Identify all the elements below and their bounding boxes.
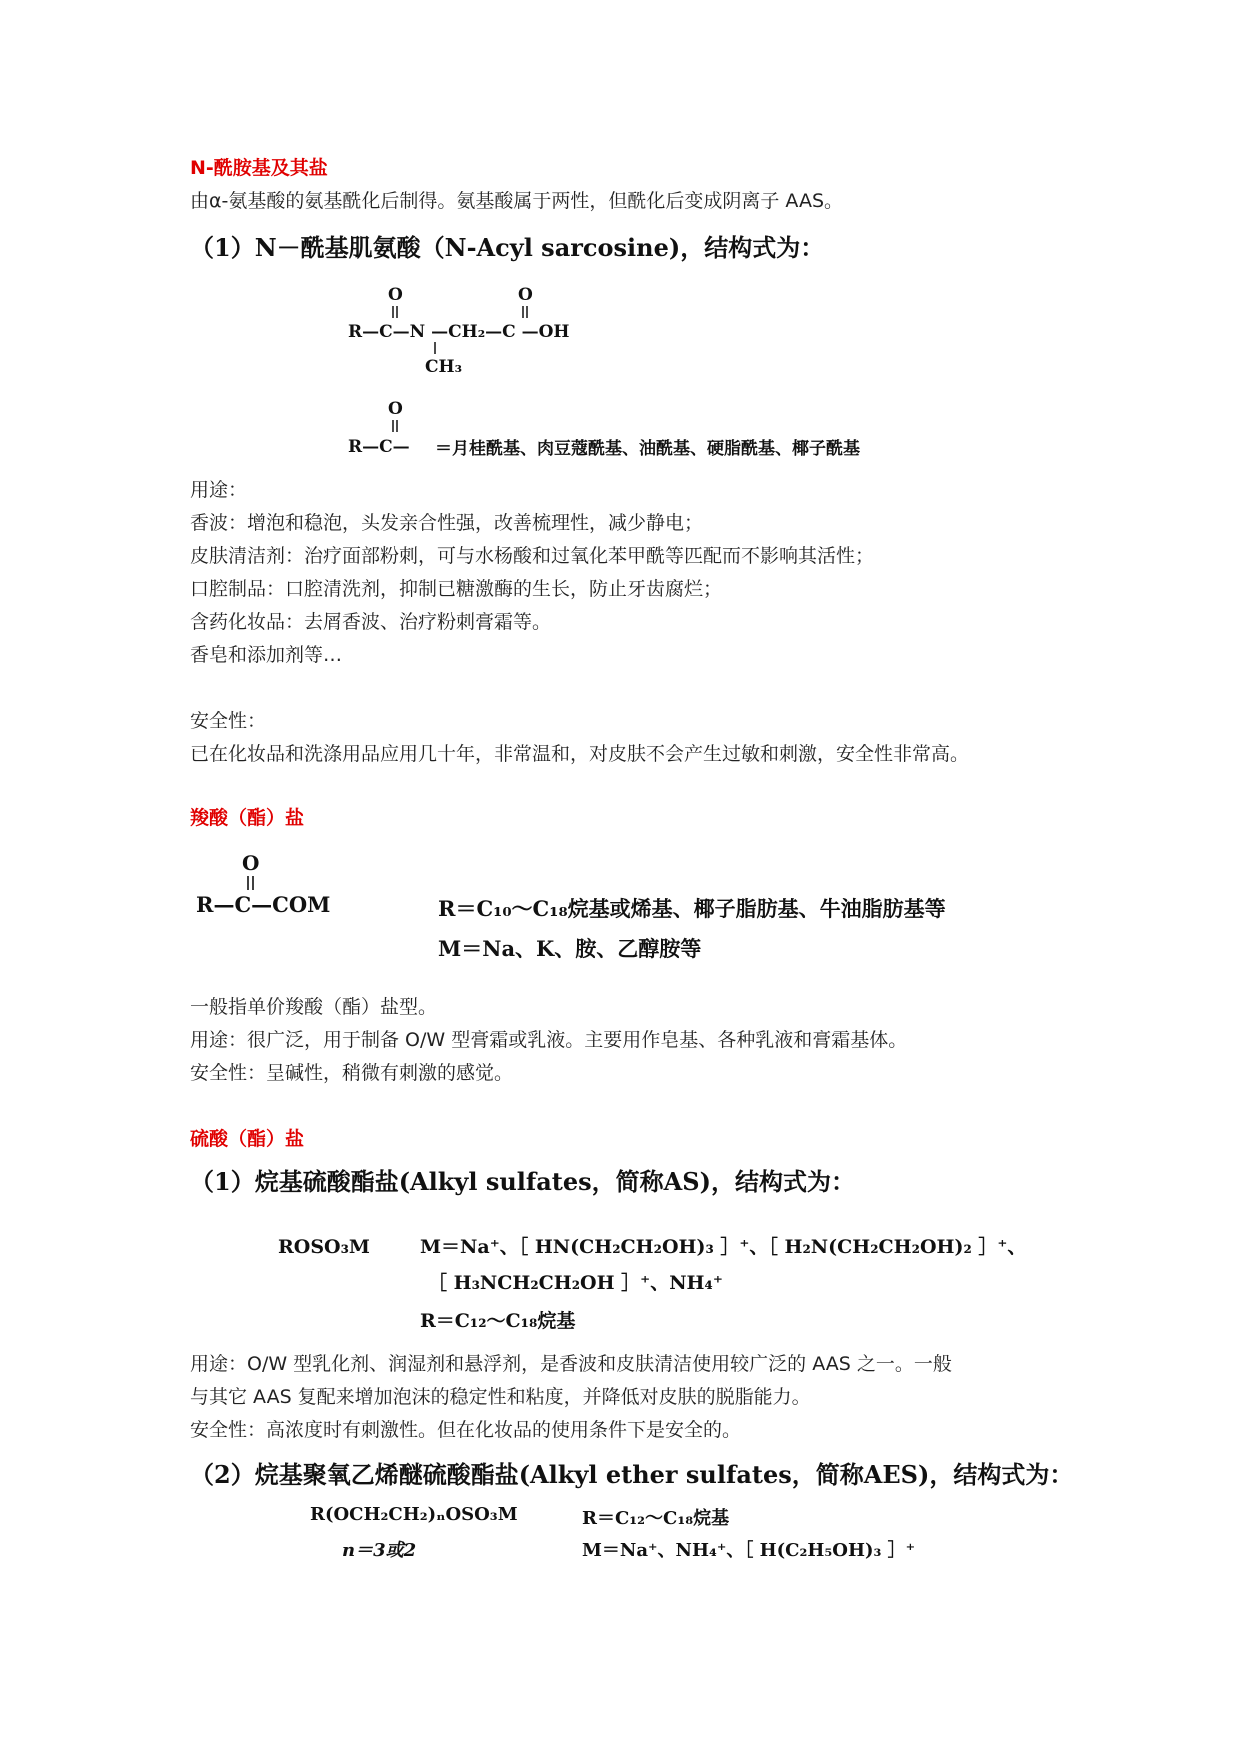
formula-aes: R(OCH₂CH₂)ₙOSO₃M	[310, 1504, 518, 1525]
safety-text: 已在化妆品和洗涤用品应用几十年，非常温和，对皮肤不会产生过敏和刺激，安全性非常高。	[190, 743, 970, 765]
formula-rosom: ROSO₃M	[278, 1236, 370, 1258]
formula-m-definition: M＝Na、K、胺、乙醇胺等	[438, 936, 702, 961]
formula-m-cations-line2: ［ H₃NCH₂CH₂OH ］⁺、NH₄⁺	[428, 1272, 723, 1294]
subheading-alkyl-sulfates: （1）烷基硫酸酯盐(Alkyl sulfates，简称AS)，结构式为：	[190, 1167, 855, 1196]
formula-m-cations-line1: M＝Na⁺、［ HN(CH₂CH₂OH)₃ ］⁺、［ H₂N(CH₂CH₂OH)₂ ］⁺、	[420, 1236, 1027, 1258]
subheading-alkyl-ether-sulfates: （2）烷基聚氧乙烯醚硫酸酯盐(Alkyl ether sulfates，简称AES)，结构式为：	[190, 1460, 1074, 1489]
formula-r-alkyl: R＝C₁₂～C₁₈烷基	[420, 1310, 576, 1332]
formula-r-definition: R＝C₁₀～C₁₈烷基或烯基、椰子脂肪基、牛油脂肪基等	[438, 896, 946, 921]
formula-oxygen: O	[242, 851, 260, 875]
formula-methyl: CH₃	[425, 357, 463, 377]
carboxylate-uses: 用途：很广泛，用于制备 O/W 型膏霜或乳液。主要用作皂基、各种乳液和膏霜基体。	[190, 1029, 908, 1051]
formula-main-chain: R—C—N —CH₂—C —OH	[348, 322, 570, 342]
formula-oxygen-1: O	[388, 285, 403, 305]
section-title-n-acyl: N-酰胺基及其盐	[190, 157, 328, 179]
carboxylate-formula	[190, 846, 1050, 966]
safety-label: 安全性：	[190, 710, 267, 732]
formula-n-value: n＝3或2	[342, 1540, 417, 1561]
n-acyl-sarcosine-formula	[340, 282, 920, 462]
use-item: 香波：增泡和稳泡，头发亲合性强，改善梳理性，减少静电；	[190, 512, 704, 534]
formula-aes-m: M＝Na⁺、NH₄⁺、［ H(C₂H₅OH)₃ ］⁺	[582, 1540, 916, 1561]
sulfate-uses-line1: 用途：O/W 型乳化剂、润湿剂和悬浮剂，是香波和皮肤清洁使用较广泛的 AAS 之一。一般	[190, 1353, 952, 1375]
use-item: 含药化妆品：去屑香波、治疗粉刺膏霜等。	[190, 611, 552, 633]
formula-oxygen-3: O	[388, 399, 403, 419]
subheading-n-acyl-sarcosine: （1）N－酰基肌氨酸（N-Acyl sarcosine)，结构式为：	[190, 233, 825, 262]
formula-acyl: R—C—	[348, 437, 410, 457]
sulfate-safety: 安全性：高浓度时有刺激性。但在化妆品的使用条件下是安全的。	[190, 1419, 742, 1441]
section-title-carboxylate: 羧酸（酯）盐	[190, 807, 305, 829]
sulfate-uses-line2: 与其它 AAS 复配来增加泡沫的稳定性和粘度，并降低对皮肤的脱脂能力。	[190, 1386, 811, 1408]
formula-acyl-definition: ＝月桂酰基、肉豆蔻酰基、油酰基、硬脂酰基、椰子酰基	[435, 439, 860, 459]
use-item: 香皂和添加剂等…	[190, 644, 343, 666]
use-item: 口腔制品：口腔清洗剂，抑制已糖激酶的生长，防止牙齿腐烂；	[190, 578, 723, 600]
carboxylate-description: 一般指单价羧酸（酯）盐型。	[190, 996, 438, 1018]
uses-label: 用途：	[190, 479, 248, 501]
formula-oxygen-2: O	[518, 285, 533, 305]
section-title-sulfate: 硫酸（酯）盐	[190, 1128, 305, 1150]
carboxylate-safety: 安全性：呈碱性，稍微有刺激的感觉。	[190, 1062, 514, 1084]
formula-carboxylate-main: R—C—COM	[196, 892, 331, 917]
use-item: 皮肤清洁剂：治疗面部粉刺，可与水杨酸和过氧化苯甲酰等匹配而不影响其活性；	[190, 545, 875, 567]
formula-aes-r: R＝C₁₂～C₁₈烷基	[582, 1508, 730, 1529]
intro-text: 由α-氨基酸的氨基酰化后制得。氨基酸属于两性，但酰化后变成阴离子 AAS。	[190, 190, 844, 212]
